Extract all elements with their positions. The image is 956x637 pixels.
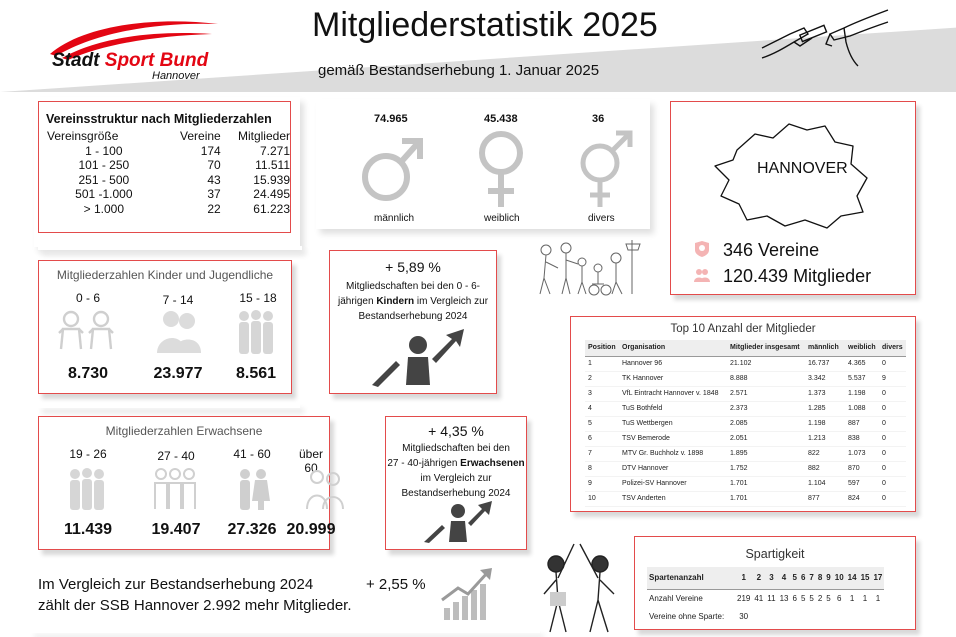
table-row <box>585 476 906 491</box>
kids-group-icon <box>155 309 203 355</box>
cell: 3 <box>585 386 619 401</box>
hannover-vereine: 346 Vereine <box>723 240 820 260</box>
cell: 43 <box>207 172 221 187</box>
couple-icon <box>235 467 271 511</box>
cell: 11.511 <box>255 158 290 172</box>
cell <box>871 607 884 625</box>
cell: 1.198 <box>845 386 879 401</box>
family-sketch-icon <box>532 238 644 298</box>
cell: 1.701 <box>727 491 805 506</box>
cell: MTV Gr. Buchholz v. 1898 <box>619 446 727 461</box>
table-row <box>647 589 884 607</box>
table-row <box>647 607 884 625</box>
cell: 1.104 <box>805 476 845 491</box>
cell: 1 <box>862 593 868 603</box>
cell: > 1.000 <box>83 201 125 216</box>
cell: 877 <box>805 491 845 506</box>
cell: 4.365 <box>845 356 879 371</box>
male-value: 74.965 <box>374 113 408 125</box>
kinder-change-card <box>329 250 497 394</box>
header-vereine: Vereine <box>180 129 221 143</box>
erwachsene-card <box>38 416 336 550</box>
table-row <box>585 356 906 371</box>
cell: 22 <box>207 201 221 216</box>
table-header-row <box>585 340 906 356</box>
cell: 5 <box>790 567 798 589</box>
cell: Hannover 96 <box>619 356 727 371</box>
cell: 1.073 <box>845 446 879 461</box>
cell: 882 <box>805 461 845 476</box>
vereinsstruktur-card <box>38 101 291 233</box>
mitglieder-icon <box>693 266 711 284</box>
growth-person-arrow-icon <box>370 327 466 387</box>
young-adults-icon <box>65 467 109 511</box>
erwachsene-change-line-2 <box>386 456 526 471</box>
cell: 21.102 <box>727 356 805 371</box>
hannover-mitglieder: 120.439 Mitglieder <box>723 266 872 286</box>
cell: 0 <box>879 386 906 401</box>
cell: DTV Hannover <box>619 461 727 476</box>
cell <box>807 607 815 625</box>
cell: 2 <box>585 371 619 386</box>
text: jährigen <box>337 296 377 307</box>
teens-group-icon <box>235 309 277 355</box>
cell: 1 <box>585 356 619 371</box>
erwachsene-change-line-3: im Vergleich zur <box>420 473 492 484</box>
divers-value: 36 <box>592 113 605 125</box>
cell: TuS Wettbergen <box>619 416 727 431</box>
cell <box>778 607 791 625</box>
cell: 3.342 <box>805 371 845 386</box>
cell: 9 <box>585 476 619 491</box>
erwachsene-change-card <box>385 416 527 550</box>
kinder-value-1: 23.977 <box>153 365 203 382</box>
cell: 2 <box>817 593 823 603</box>
cell <box>765 607 777 625</box>
erwachsene-label-0: 19 - 26 <box>69 447 107 461</box>
kinder-change-text <box>330 279 496 324</box>
cell: Polizei-SV Hannover <box>619 476 727 491</box>
kinder-card <box>38 260 292 394</box>
summary-text <box>38 574 352 616</box>
cell <box>846 607 859 625</box>
cell <box>833 607 846 625</box>
logo-sportbund: Sport Bund <box>104 50 209 71</box>
cell: TSV Bemerode <box>619 431 727 446</box>
seniors-icon <box>305 467 345 511</box>
kinder-value-0: 8.730 <box>67 365 109 382</box>
page-subtitle: gemäß Bestandserhebung 1. Januar 2025 <box>318 62 600 79</box>
toddlers-icon <box>55 309 117 355</box>
table-row <box>585 446 906 461</box>
cell: 1.088 <box>845 401 879 416</box>
cell: 174 <box>200 143 221 158</box>
header-position: Position <box>585 340 619 356</box>
cell: 3 <box>765 567 777 589</box>
table-row <box>585 401 906 416</box>
summary-line-1: Im Vergleich zur Bestandserhebung 2024 <box>38 576 314 593</box>
cell: 2.051 <box>727 431 805 446</box>
cell: 8 <box>816 567 824 589</box>
cell <box>790 607 798 625</box>
cell: 0 <box>879 416 906 431</box>
hannover-card <box>670 101 916 295</box>
text: 27 - 40-jährigen <box>387 458 461 469</box>
cell: 1.285 <box>805 401 845 416</box>
logo-sub: Hannover <box>152 70 200 82</box>
spartigkeit-card <box>634 536 916 630</box>
cell: 8.888 <box>727 371 805 386</box>
cell <box>816 607 824 625</box>
cell: 1 <box>735 567 752 589</box>
kinder-title: Mitgliederzahlen Kinder und Jugendliche <box>56 268 274 282</box>
female-label: weiblich <box>484 213 520 224</box>
table-row <box>585 491 906 506</box>
header-spartenanzahl: Spartenanzahl <box>647 567 735 589</box>
cell: 15 <box>859 567 872 589</box>
cell: 5.537 <box>845 371 879 386</box>
cell: 1.752 <box>727 461 805 476</box>
text: im Vergleich zur <box>414 296 489 307</box>
cell: 6 <box>585 431 619 446</box>
cell: 5 <box>809 593 814 603</box>
kinder-change-line-2 <box>330 294 496 309</box>
divider <box>38 404 300 408</box>
erwachsene-change-text <box>386 441 526 501</box>
cell: 37 <box>207 187 221 201</box>
summary-pct: + 2,55 % <box>366 576 426 593</box>
row-label-anzahl-vereine: Anzahl Vereine <box>649 593 703 603</box>
growth-chart-icon <box>440 566 496 622</box>
header-maennlich: männlich <box>805 340 845 356</box>
cell: 1.895 <box>727 446 805 461</box>
spartigkeit-table <box>647 567 884 625</box>
cell: 870 <box>845 461 879 476</box>
ohne-sparte-value: 30 <box>739 611 749 621</box>
top10-card <box>570 316 916 512</box>
cell: 4 <box>585 401 619 416</box>
cell: 6 <box>799 567 807 589</box>
cell: 4 <box>778 567 791 589</box>
header-mitglieder: Mitglieder insgesamt <box>727 340 805 356</box>
divers-label: divers <box>588 213 615 224</box>
header-weiblich: weiblich <box>845 340 879 356</box>
divider <box>30 630 540 633</box>
cell: 7 <box>807 567 815 589</box>
cell: 824 <box>845 491 879 506</box>
cell: 838 <box>845 431 879 446</box>
adults-group-icon <box>151 467 199 511</box>
cell: 0 <box>879 491 906 506</box>
table-row <box>585 386 906 401</box>
erwachsene-value-2: 27.326 <box>227 521 277 538</box>
cell: 597 <box>845 476 879 491</box>
cell: TuS Bothfeld <box>619 401 727 416</box>
cell <box>824 607 832 625</box>
cell: 1.701 <box>727 476 805 491</box>
kinder-change-line-1: Mitgliedschaften bei den 0 - 6- <box>346 281 480 292</box>
header-vereinsgroesse: Vereinsgröße <box>47 129 119 143</box>
kinder-change-pct: + 5,89 % <box>385 259 441 275</box>
table-row <box>47 158 290 173</box>
erwachsene-value-1: 19.407 <box>151 521 201 538</box>
cell: 6 <box>792 593 797 603</box>
cell: 9 <box>824 567 832 589</box>
cell: 10 <box>833 567 846 589</box>
table-row <box>47 187 290 202</box>
cell: 251 - 500 <box>78 172 130 187</box>
cell: 7 <box>585 446 619 461</box>
male-symbol-icon <box>360 133 426 203</box>
cell: 0 <box>879 476 906 491</box>
logo-stadt: Stadt <box>52 50 100 71</box>
cell: 41 <box>754 593 764 603</box>
erwachsene-value-3: 20.999 <box>286 521 336 538</box>
kinder-label-1: 7 - 14 <box>162 293 194 307</box>
handshake-baton-icon <box>760 8 890 70</box>
table-header-row <box>647 567 884 589</box>
table-row <box>585 431 906 446</box>
table-row <box>585 461 906 476</box>
cell: 2.571 <box>727 386 805 401</box>
table-row <box>585 416 906 431</box>
cell <box>752 607 765 625</box>
cell: 6 <box>836 593 842 603</box>
cell: 1 <box>875 593 881 603</box>
cell: VfL Eintracht Hannover v. 1848 <box>619 386 727 401</box>
cell: 1.213 <box>805 431 845 446</box>
divider <box>38 246 302 250</box>
cell: 24.495 <box>253 187 290 201</box>
table-row <box>47 202 290 217</box>
table-row <box>585 371 906 386</box>
female-symbol-icon <box>476 129 526 211</box>
cell: 0 <box>879 356 906 371</box>
cell: 5 <box>800 593 806 603</box>
cell: 1.198 <box>805 416 845 431</box>
cell: 7.271 <box>259 143 290 158</box>
cell: 0 <box>879 461 906 476</box>
cell <box>799 607 807 625</box>
cell: TSV Anderten <box>619 491 727 506</box>
vereine-icon <box>693 240 711 258</box>
cell: 2.373 <box>727 401 805 416</box>
male-label: männlich <box>374 213 415 224</box>
erwachsene-change-line-4: Bestandserhebung 2024 <box>401 488 511 499</box>
ssb-logo-text <box>52 50 208 72</box>
header-mitglieder: Mitglieder <box>237 129 290 143</box>
erwachsene-change-pct: + 4,35 % <box>428 423 484 439</box>
cell: 822 <box>805 446 845 461</box>
top10-title: Top 10 Anzahl der Mitglieder <box>670 323 816 335</box>
cell: 16.737 <box>805 356 845 371</box>
growth-person-arrow-icon <box>422 499 494 543</box>
row-label-ohne-sparte: Vereine ohne Sparte: <box>649 611 725 621</box>
vereinsstruktur-title: Vereinsstruktur nach Mitgliederzahlen <box>46 112 272 126</box>
erwachsene-change-line-1: Mitgliedschaften bei den <box>402 443 510 454</box>
cell: 0 <box>879 446 906 461</box>
summary-line-2: zählt der SSB Hannover 2.992 mehr Mitglieder. <box>38 597 352 614</box>
cell: 501 -1.000 <box>75 187 133 201</box>
kinder-value-2: 8.561 <box>235 365 277 382</box>
cell: 5 <box>585 416 619 431</box>
cell: 2 <box>752 567 765 589</box>
table-row <box>47 173 290 188</box>
cell: 9 <box>879 371 906 386</box>
female-value: 45.438 <box>484 113 518 125</box>
cell: 2.085 <box>727 416 805 431</box>
erwachsene-value-0: 11.439 <box>63 521 113 538</box>
cell: 8 <box>585 461 619 476</box>
spartigkeit-title: Spartigkeit <box>745 547 805 561</box>
page-title: Mitgliederstatistik 2025 <box>312 6 658 44</box>
top10-table <box>585 340 906 507</box>
cell: 0 <box>879 401 906 416</box>
table-row <box>47 144 290 159</box>
erwachsene-label-2: 41 - 60 <box>233 447 271 461</box>
text-bold: Kindern <box>376 296 415 307</box>
kinder-label-0: 0 - 6 <box>75 291 100 305</box>
cell: 10 <box>585 491 619 506</box>
cell: 17 <box>871 567 884 589</box>
cell: 11 <box>767 593 776 603</box>
cell: 15.939 <box>253 172 290 187</box>
cell: 13 <box>779 593 789 603</box>
hannover-map-label: HANNOVER <box>757 160 848 177</box>
gender-card <box>316 99 650 229</box>
high-five-sketch-icon <box>536 534 622 634</box>
vereinsstruktur-table <box>47 129 290 216</box>
text-bold: Erwachsenen <box>460 458 525 469</box>
cell: 1 - 100 <box>85 143 123 158</box>
cell <box>859 607 872 625</box>
cell: 70 <box>207 158 221 172</box>
cell: 14 <box>846 567 859 589</box>
cell: 1.373 <box>805 386 845 401</box>
divers-symbol-icon <box>574 127 636 211</box>
cell: 0 <box>879 431 906 446</box>
cell: TK Hannover <box>619 371 727 386</box>
cell: 61.223 <box>253 201 290 216</box>
table-header-row <box>47 129 290 144</box>
kinder-label-2: 15 - 18 <box>239 291 277 305</box>
cell: 887 <box>845 416 879 431</box>
cell: 101 - 250 <box>78 158 130 172</box>
erwachsene-label-1: 27 - 40 <box>157 449 195 463</box>
cell: 219 <box>737 593 751 603</box>
kinder-change-line-3: Bestandserhebung 2024 <box>358 311 468 322</box>
erwachsene-title: Mitgliederzahlen Erwachsene <box>105 424 263 438</box>
cell: 5 <box>826 593 831 603</box>
header-divers: divers <box>879 340 906 356</box>
cell: 1 <box>849 593 855 603</box>
erwachsene-label-3: über 60 <box>298 447 324 475</box>
header-organisation: Organisation <box>619 340 727 356</box>
